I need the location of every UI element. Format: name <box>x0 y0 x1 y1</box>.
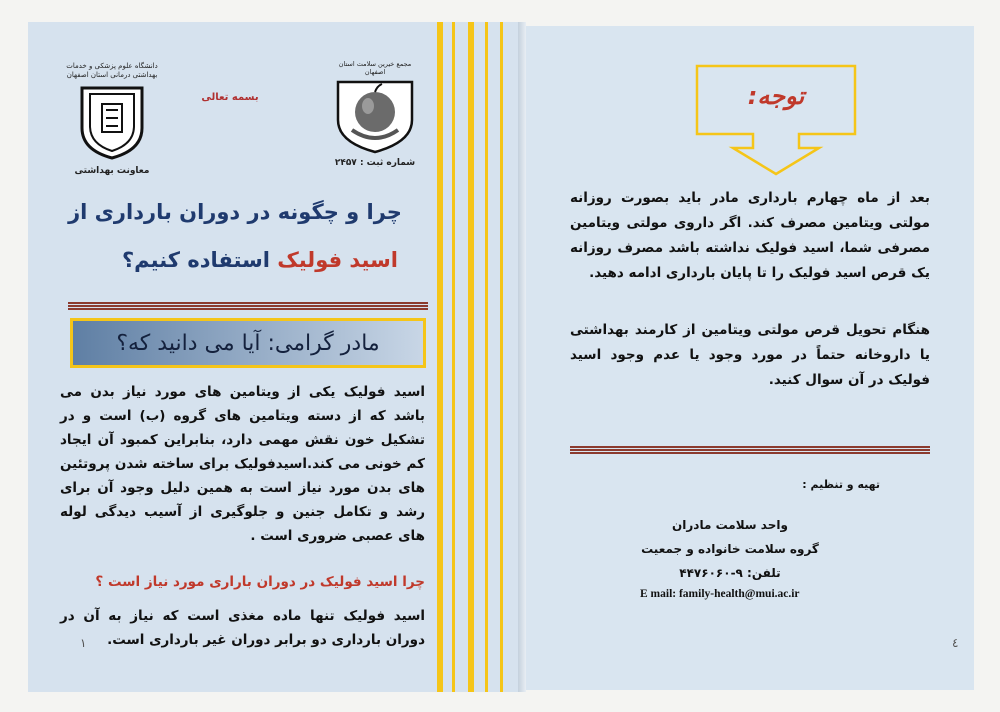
left-subheading: چرا اسید فولیک در دوران باراری مورد نیاز است ؟ <box>95 574 425 590</box>
charity-logo <box>330 60 420 185</box>
divider-right <box>570 446 930 454</box>
right-paragraph-1: بعد از ماه چهارم بارداری مادر باید بصورت روزانه مولتی ویتامین مصرف کند. اگر داروی مولتی ویتامین مصرفی شما، اسید فولیک نداشته باشد مصرف روزانه یک قرص اسید فولیک را تا پایان بارداری ادامه دهید. <box>570 190 930 281</box>
left-page-number: ۱ <box>80 636 87 650</box>
yellow-stripe-2 <box>452 22 455 692</box>
title-line-1: چرا و چگونه در دوران بارداری از <box>68 200 402 224</box>
title-rest: استفاده کنیم؟ <box>122 248 270 272</box>
apple-icon <box>330 76 420 154</box>
phone-number: تلفن: ۹-۴۴۷۶۰۶۰ <box>679 566 781 580</box>
yellow-stripe-5 <box>500 22 503 692</box>
left-paragraph-1: اسید فولیک یکی از ویتامین های مورد نیاز بدن می باشد که از دسته ویتامین های گروه (ب) است و در تشکیل خون نقش مهمی دارد، بنابراین کمبود آن ایجاد کم خونی می کند.اسیدفولیک برای ساخته شدن پروتئین های بدن مورد نیاز است به همین دلیل وجود آن برای رشد و تکامل جنین و جلوگیری از آسیب دیدگی لوله های عصبی ضروری است . <box>60 384 425 544</box>
yellow-stripe-3 <box>468 22 474 692</box>
university-logo <box>62 62 162 192</box>
university-logo-caption: دانشگاه علوم پزشکی و خدمات بهداشتی درمانی استان اصفهان <box>66 62 158 79</box>
attention-label: توجه: <box>747 82 805 110</box>
title-line-2 <box>110 248 410 272</box>
health-deputy-label: معاونت بهداشتی <box>74 166 150 176</box>
right-page-number: ٤ <box>952 636 959 650</box>
question-box <box>70 318 426 368</box>
center-fold <box>518 22 526 692</box>
question-box-text: مادر گرامی: آیا می دانید که؟ <box>116 330 380 356</box>
yellow-stripe-4 <box>485 22 488 692</box>
email-address: E mail: family-health@mui.ac.ir <box>640 588 800 600</box>
bismillah: بسمه تعالی <box>201 92 259 103</box>
yellow-stripe-1 <box>437 22 443 692</box>
shield-icon <box>62 80 162 160</box>
charity-logo-caption: مجمع خیرین سلامت استان اصفهان <box>338 60 412 76</box>
divider-left-top <box>68 302 428 310</box>
down-arrow-icon <box>695 64 857 176</box>
title-highlight: اسید فولیک <box>277 248 398 272</box>
attention-arrow-box <box>695 64 857 176</box>
left-paragraph-2: اسید فولیک تنها ماده مغذی است که نیاز به آن در دوران بارداری دو برابر دوران غیر بارداری است. <box>60 608 425 648</box>
group-name: گروه سلامت خانواده و جمعیت <box>641 542 819 556</box>
right-paragraph-2: هنگام تحویل قرص مولتی ویتامین از کارمند بهداشتی یا داروخانه حتماً در مورد وجود یا عدم وجود اسید فولیک در آن سوال کنید. <box>570 322 930 388</box>
registration-number: شماره ثبت : ۲۴۵۷ <box>334 158 416 168</box>
prepared-by-label: تهیه و تنظیم : <box>802 478 880 491</box>
unit-name: واحد سلامت مادران <box>672 518 788 532</box>
